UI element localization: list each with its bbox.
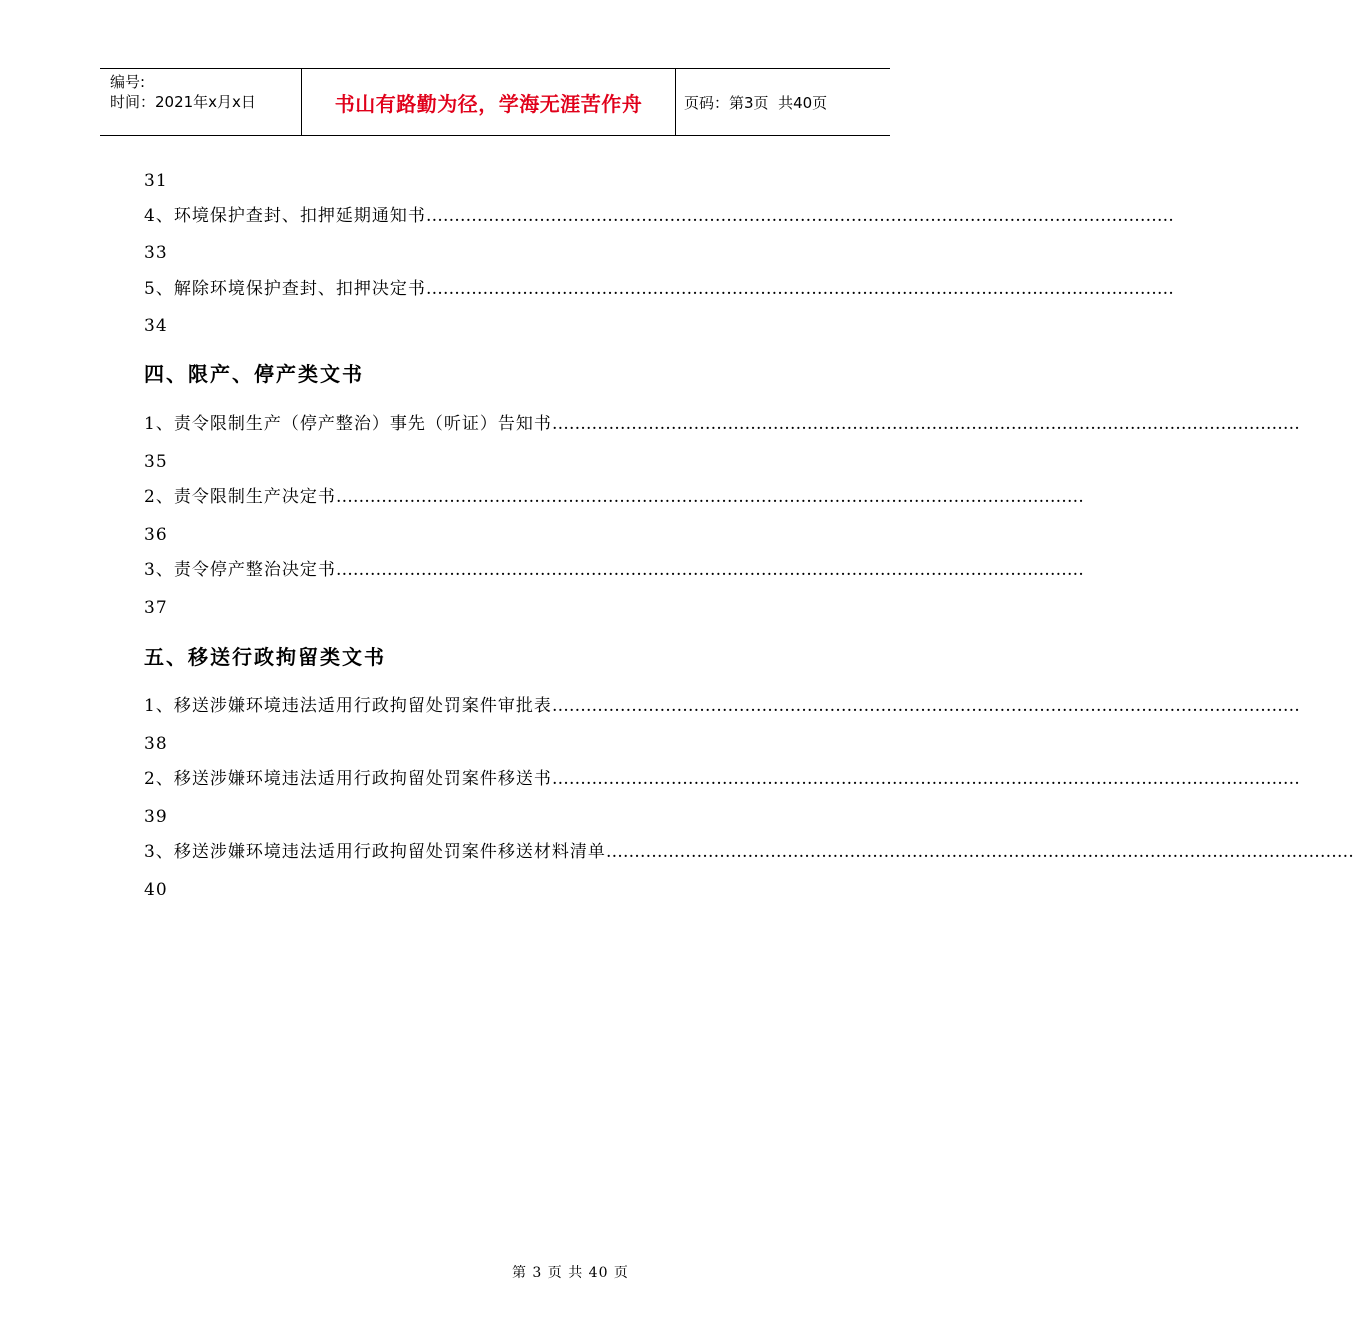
footer-page-number: 第 3 页 共 40 页	[511, 1265, 629, 1281]
section-heading: 五、移送行政拘留类文书	[144, 645, 386, 669]
toc-entry	[144, 558, 1084, 582]
toc-entry-title: 3、移送涉嫌环境违法适用行政拘留处罚案件移送材料清单	[144, 842, 606, 862]
toc-page-number: 36	[144, 525, 168, 545]
toc-entry-title: 2、移送涉嫌环境违法适用行政拘留处罚案件移送书	[144, 769, 552, 789]
toc-leader-dots: ……………………………………………………………………………………………………………………	[551, 696, 1300, 716]
page-footer	[0, 1246, 950, 1282]
toc-entry	[144, 694, 1300, 718]
toc-entry	[144, 204, 1174, 228]
toc-page-number: 38	[144, 734, 168, 754]
toc-page-number: 33	[144, 243, 168, 263]
toc-entry	[144, 277, 1174, 301]
toc-leader-dots: ……………………………………………………………………………………………………………………	[605, 842, 1354, 862]
header-motto-cell	[302, 69, 676, 135]
toc-leader-dots: ……………………………………………………………………………………………………………………	[425, 206, 1174, 226]
toc-leader-dots: ……………………………………………………………………………………………………………………	[551, 414, 1300, 434]
toc-entry	[144, 412, 1300, 436]
toc-entry-title: 4、环境保护查封、扣押延期通知书	[144, 206, 426, 226]
toc-page-number: 39	[144, 807, 168, 827]
toc-page-number: 34	[144, 316, 168, 336]
toc-entry-title: 1、责令限制生产（停产整治）事先（听证）告知书	[144, 414, 552, 434]
toc-entry-title: 3、责令停产整治决定书	[144, 560, 336, 580]
header-page-number: 页码：第3页 共40页	[684, 93, 828, 112]
toc-page-number: 35	[144, 452, 168, 472]
toc-entry-title: 2、责令限制生产决定书	[144, 487, 336, 507]
section-heading: 四、限产、停产类文书	[144, 362, 364, 386]
toc-leader-dots: ……………………………………………………………………………………………………………………	[335, 487, 1084, 507]
header-page-cell	[676, 69, 890, 135]
toc-entry-title: 1、移送涉嫌环境违法适用行政拘留处罚案件审批表	[144, 696, 552, 716]
toc-leader-dots: ……………………………………………………………………………………………………………………	[335, 560, 1084, 580]
header-info-cell	[100, 69, 302, 135]
toc-page-number: 40	[144, 880, 168, 900]
toc-entry	[144, 485, 1084, 509]
header-motto: 书山有路勤为径，学海无涯苦作舟	[334, 91, 643, 116]
page-header	[100, 68, 890, 136]
toc-page-number: 31	[144, 171, 168, 191]
document-time-label: 时间：2021年x月x日	[110, 93, 256, 111]
toc-leader-dots: ……………………………………………………………………………………………………………………	[551, 769, 1300, 789]
toc-page-number: 37	[144, 598, 168, 618]
toc-entry	[144, 840, 1354, 864]
document-number-label: 编号:	[110, 73, 146, 91]
toc-entry	[144, 767, 1300, 791]
toc-leader-dots: ……………………………………………………………………………………………………………………	[425, 279, 1174, 299]
toc-entry-title: 5、解除环境保护查封、扣押决定书	[144, 279, 426, 299]
